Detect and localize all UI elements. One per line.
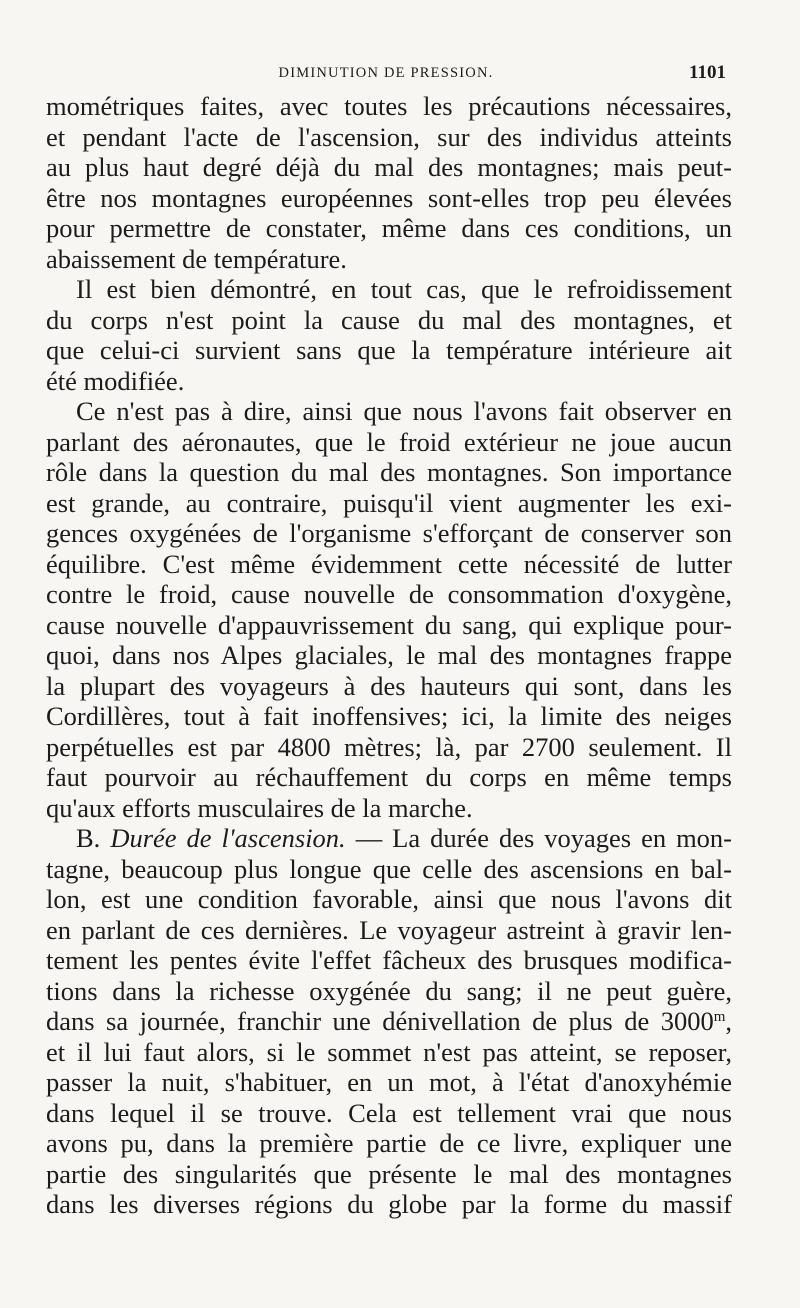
text-line: lon, est une condition favorable, ainsi que nous l'avons dit: [46, 884, 732, 914]
text-line: équilibre. C'est même évidemment cette nécessité de lutter: [46, 548, 732, 579]
text-line: Cordillères, tout à fait inoffensives; ici, la limite des neiges: [46, 701, 732, 731]
text-line: pour permettre de constater, même dans ces conditions, un: [46, 213, 732, 243]
text-line: Il est bien démontré, en tout cas, que le refroidissement: [76, 274, 732, 304]
text-line: rôle dans la question du mal des montagnes. Son importance: [46, 457, 732, 487]
text-line: en parlant de ces dernières. Le voyageur astreint à gravir len-: [46, 914, 732, 945]
section-b-first-line: [46, 823, 732, 854]
trailing-comma: ,: [725, 1006, 732, 1036]
text-line: faut pourvoir au réchauffement du corps en même temps: [46, 762, 732, 792]
text-line: Ce n'est pas à dire, ainsi que nous l'avons fait observer en: [76, 396, 732, 426]
text-line: qu'aux efforts musculaires de la marche.: [46, 792, 473, 823]
line-text: dans sa journée, franchir une dénivellation de plus de 3000: [46, 1006, 714, 1036]
text-line: au plus haut degré déjà du mal des montagnes; mais peut-: [46, 152, 732, 182]
text-line: mométriques faites, avec toutes les précautions nécessaires,: [46, 91, 732, 121]
text-line: cause nouvelle d'appauvrissement du sang, qui explique pour-: [46, 609, 732, 640]
text-line: est grande, au contraire, puisqu'il vient augmenter les exi-: [46, 487, 732, 518]
text-line: et il lui faut alors, si le sommet n'est pas atteint, se reposer,: [46, 1036, 732, 1067]
text-line: abaissement de température.: [46, 243, 347, 274]
text-line: et pendant l'acte de l'ascension, sur des individus atteints: [46, 121, 732, 152]
text-line: tement les pentes évite l'effet fâcheux des brusques modifica-: [46, 945, 732, 975]
section-text: — La durée des voyages en mon-: [355, 823, 733, 853]
text-line: tions dans la richesse oxygénée du sang; il ne peut guère,: [46, 975, 732, 1006]
text-line-with-unit: [46, 1006, 732, 1037]
text-line: partie des singularités que présente le mal des montagnes: [46, 1158, 732, 1189]
text-line: tagne, beaucoup plus longue que celle des ascensions en bal-: [46, 853, 732, 884]
running-title: DIMINUTION DE PRESSION.: [278, 65, 494, 81]
text-line: avons pu, dans la première partie de ce livre, expliquer une: [46, 1128, 732, 1158]
text-line: du corps n'est point la cause du mal des montagnes, et: [46, 304, 732, 335]
page-header: [46, 62, 726, 86]
text-line: perpétuelles est par 4800 mètres; là, par 2700 seulement. Il: [46, 731, 732, 762]
text-line: que celui-ci survient sans que la température intérieure ait: [46, 335, 732, 365]
text-line: parlant des aéronautes, que le froid extérieur ne joue aucun: [46, 426, 732, 457]
text-line: dans les diverses régions du globe par la forme du massif: [46, 1189, 732, 1219]
body-text: [46, 91, 732, 1220]
page-number: 1101: [689, 62, 726, 83]
unit-superscript: m: [713, 1009, 726, 1025]
text-line: dans lequel il se trouve. Cela est tellement vrai que nous: [46, 1097, 732, 1128]
text-line: quoi, dans nos Alpes glaciales, le mal des montagnes frappe: [46, 640, 732, 670]
section-letter: B.: [76, 823, 101, 853]
text-line: contre le froid, cause nouvelle de consommation d'oxygène,: [46, 579, 732, 609]
text-line: passer la nuit, s'habituer, en un mot, à l'état d'anoxyhémie: [46, 1067, 732, 1097]
text-line: être nos montagnes européennes sont-elles trop peu élevées: [46, 182, 732, 213]
text-line: été modifiée.: [46, 365, 185, 396]
section-title: Durée de l'ascension.: [110, 823, 346, 853]
text-line: la plupart des voyageurs à des hauteurs qui sont, dans les: [46, 670, 732, 701]
text-line: gences oxygénées de l'organisme s'efforçant de conserver son: [46, 518, 732, 548]
